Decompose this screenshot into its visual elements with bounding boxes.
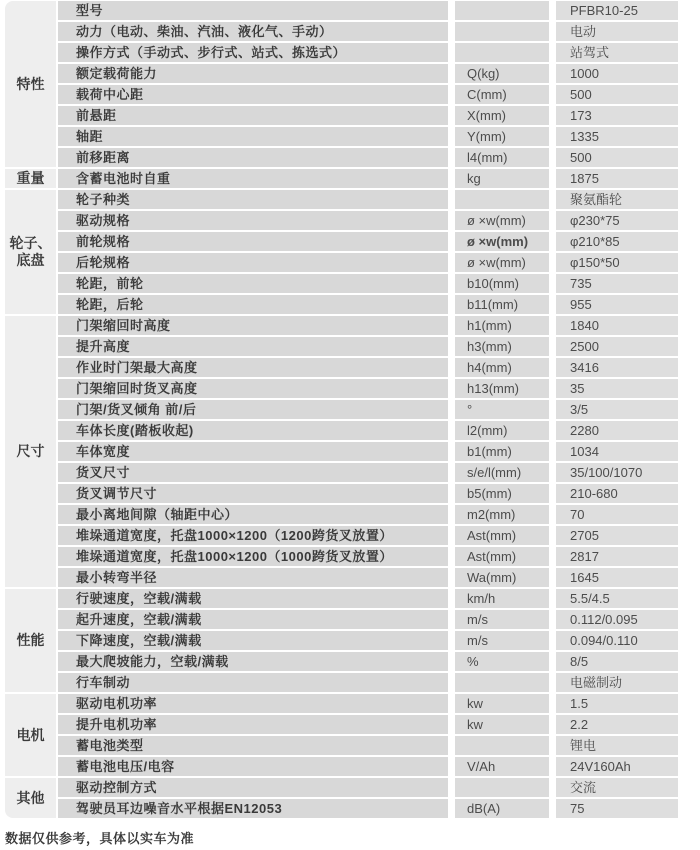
spec-value: 交流 [556,778,678,797]
spec-param-label: 起升速度，空载/满载 [58,610,448,629]
spec-unit [455,190,549,209]
spec-unit [455,43,549,62]
spec-param-label: 前悬距 [58,106,448,125]
spec-unit [455,1,549,20]
spec-param-label: 门架/货叉倾角 前/后 [58,400,448,419]
spec-value: 聚氨酯轮 [556,190,678,209]
spec-value: 2817 [556,547,678,566]
spec-unit [455,736,549,755]
spec-value: 电动 [556,22,678,41]
spec-param-label: 最小转弯半径 [58,568,448,587]
spec-row [0,379,700,398]
spec-param-label: 车体宽度 [58,442,448,461]
spec-value: 2.2 [556,715,678,734]
spec-row [0,148,700,167]
spec-unit: b1(mm) [455,442,549,461]
spec-unit: kw [455,715,549,734]
spec-row [0,589,700,608]
spec-value: 2280 [556,421,678,440]
spec-value: 1335 [556,127,678,146]
spec-unit: kg [455,169,549,188]
footer-disclaimer: 数据仅供参考，具体以实车为准 [5,831,195,846]
spec-value: 75 [556,799,678,818]
spec-row [0,736,700,755]
spec-row [0,400,700,419]
spec-row [0,190,700,209]
spec-param-label: 载荷中心距 [58,85,448,104]
spec-row [0,358,700,377]
spec-value: 2705 [556,526,678,545]
spec-value: φ150*50 [556,253,678,272]
spec-unit: % [455,652,549,671]
spec-value: 锂电 [556,736,678,755]
spec-param-label: 轮距，前轮 [58,274,448,293]
spec-unit: s/e/l(mm) [455,463,549,482]
spec-row [0,22,700,41]
category-label: 重量 [5,169,56,188]
spec-value: 3416 [556,358,678,377]
spec-param-label: 轮距，后轮 [58,295,448,314]
spec-value: 8/5 [556,652,678,671]
spec-param-label: 货叉调节尺寸 [58,484,448,503]
spec-unit: l4(mm) [455,148,549,167]
spec-param-label: 门架缩回时货叉高度 [58,379,448,398]
spec-row [0,43,700,62]
spec-row [0,631,700,650]
spec-value: 70 [556,505,678,524]
spec-unit: ° [455,400,549,419]
spec-unit: Ast(mm) [455,526,549,545]
spec-value: 站驾式 [556,43,678,62]
spec-value: 735 [556,274,678,293]
spec-unit: m/s [455,610,549,629]
spec-unit: ø ×w(mm) [455,211,549,230]
spec-unit: l2(mm) [455,421,549,440]
spec-row [0,694,700,713]
spec-value: 3/5 [556,400,678,419]
spec-value: φ230*75 [556,211,678,230]
spec-row [0,316,700,335]
spec-unit: b10(mm) [455,274,549,293]
spec-row [0,652,700,671]
spec-param-label: 含蓄电池时自重 [58,169,448,188]
spec-unit: V/Ah [455,757,549,776]
spec-unit: ø ×w(mm) [455,232,549,251]
spec-unit: kw [455,694,549,713]
spec-unit: X(mm) [455,106,549,125]
spec-row [0,484,700,503]
spec-param-label: 蓄电池电压/电容 [58,757,448,776]
spec-param-label: 行驶速度，空载/满载 [58,589,448,608]
spec-unit: Ast(mm) [455,547,549,566]
spec-value: 2500 [556,337,678,356]
spec-param-label: 车体长度(踏板收起) [58,421,448,440]
spec-param-label: 提升高度 [58,337,448,356]
spec-value: 1645 [556,568,678,587]
spec-unit: km/h [455,589,549,608]
spec-unit: C(mm) [455,85,549,104]
spec-value: 1034 [556,442,678,461]
spec-row [0,442,700,461]
spec-value: 24V160Ah [556,757,678,776]
spec-unit: h3(mm) [455,337,549,356]
spec-value: 173 [556,106,678,125]
spec-row [0,295,700,314]
spec-row [0,106,700,125]
category-label: 特性 [5,1,56,167]
spec-value: 210-680 [556,484,678,503]
spec-value: 0.112/0.095 [556,610,678,629]
spec-param-label: 后轮规格 [58,253,448,272]
spec-value: PFBR10-25 [556,1,678,20]
spec-row [0,64,700,83]
spec-param-label: 堆垛通道宽度，托盘1000×1200（1000跨货叉放置） [58,547,448,566]
spec-value: 500 [556,148,678,167]
spec-value: 1000 [556,64,678,83]
spec-param-label: 驾驶员耳边噪音水平根据EN12053 [58,799,448,818]
spec-param-label: 前移距离 [58,148,448,167]
spec-param-label: 前轮规格 [58,232,448,251]
category-label: 性能 [5,589,56,692]
spec-row [0,526,700,545]
spec-row [0,547,700,566]
category-label: 尺寸 [5,316,56,587]
spec-row [0,568,700,587]
spec-unit: h4(mm) [455,358,549,377]
spec-param-label: 作业时门架最大高度 [58,358,448,377]
spec-value: 电磁制动 [556,673,678,692]
spec-row [0,337,700,356]
spec-param-label: 轮子种类 [58,190,448,209]
spec-unit: h1(mm) [455,316,549,335]
spec-param-label: 操作方式（手动式、步行式、站式、拣选式） [58,43,448,62]
spec-param-label: 型号 [58,1,448,20]
spec-row [0,85,700,104]
spec-unit: Y(mm) [455,127,549,146]
spec-value: 5.5/4.5 [556,589,678,608]
spec-row [0,673,700,692]
spec-param-label: 行车制动 [58,673,448,692]
spec-param-label: 轴距 [58,127,448,146]
spec-value: 35 [556,379,678,398]
spec-row [0,232,700,251]
spec-row [0,253,700,272]
category-label: 其他 [5,778,56,818]
spec-row [0,211,700,230]
spec-unit: Wa(mm) [455,568,549,587]
spec-param-label: 提升电机功率 [58,715,448,734]
spec-param-label: 下降速度，空载/满载 [58,631,448,650]
spec-value: 1840 [556,316,678,335]
spec-param-label: 最大爬坡能力，空载/满载 [58,652,448,671]
spec-param-label: 蓄电池类型 [58,736,448,755]
spec-value: 35/100/1070 [556,463,678,482]
spec-row [0,778,700,797]
spec-row [0,757,700,776]
spec-value: 1875 [556,169,678,188]
spec-param-label: 驱动电机功率 [58,694,448,713]
spec-row [0,799,700,818]
spec-value: 1.5 [556,694,678,713]
spec-unit: Q(kg) [455,64,549,83]
spec-unit: h13(mm) [455,379,549,398]
spec-unit: b5(mm) [455,484,549,503]
spec-unit [455,22,549,41]
spec-unit: m2(mm) [455,505,549,524]
spec-unit [455,673,549,692]
spec-row [0,715,700,734]
spec-param-label: 驱动规格 [58,211,448,230]
spec-unit: dB(A) [455,799,549,818]
spec-row [0,610,700,629]
spec-unit [455,778,549,797]
spec-row [0,463,700,482]
spec-row [0,421,700,440]
spec-unit: b11(mm) [455,295,549,314]
spec-param-label: 额定载荷能力 [58,64,448,83]
spec-row [0,127,700,146]
spec-param-label: 最小离地间隙（轴距中心） [58,505,448,524]
spec-value: 955 [556,295,678,314]
spec-row [0,274,700,293]
spec-row [0,1,700,20]
spec-unit: ø ×w(mm) [455,253,549,272]
spec-param-label: 货叉尺寸 [58,463,448,482]
category-label: 电机 [5,694,56,776]
spec-value: 0.094/0.110 [556,631,678,650]
spec-param-label: 堆垛通道宽度，托盘1000×1200（1200跨货叉放置） [58,526,448,545]
spec-value: φ210*85 [556,232,678,251]
spec-param-label: 动力（电动、柴油、汽油、液化气、手动） [58,22,448,41]
spec-unit: m/s [455,631,549,650]
spec-row [0,169,700,188]
category-label: 轮子、底盘 [5,190,56,314]
spec-value: 500 [556,85,678,104]
spec-param-label: 驱动控制方式 [58,778,448,797]
spec-row [0,505,700,524]
spec-param-label: 门架缩回时高度 [58,316,448,335]
